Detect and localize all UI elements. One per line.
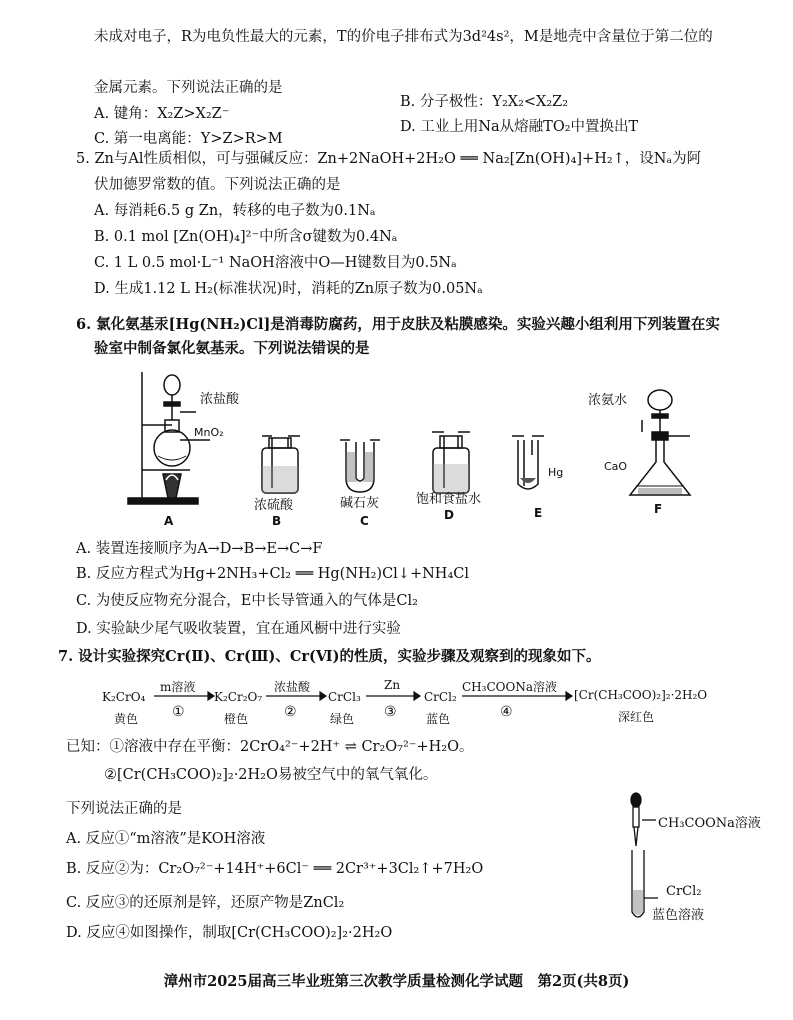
q7-option-c: C. 反应③的还原剂是锌，还原产物是ZnCl₂ [66, 895, 345, 911]
scheme-product: [Cr(CH₃COO)₂]₂·2H₂O [574, 688, 708, 702]
label-conc-ammonia: 浓氨水 [588, 393, 628, 408]
q4-stem-line2: 金属元素。下列说法正确的是 [94, 80, 283, 96]
label-tube-blue-solution: 蓝色溶液 [652, 908, 705, 923]
scheme-crcl3: CrCl₃ [328, 690, 361, 704]
label-cao: CaO [604, 460, 628, 473]
scheme-reagent-3: Zn [384, 678, 401, 692]
q7-known-1: 已知：①溶液中存在平衡：2CrO₄²⁻+2H⁺ ⇌ Cr₂O₇²⁻+H₂O。 [66, 739, 474, 755]
q5-option-a: A. 每消耗6.5 g Zn，转移的电子数为0.1Nₐ [94, 203, 376, 219]
q5-stem-line1: 5. Zn与Al性质相似，可与强碱反应：Zn+2NaOH+2H₂O ══ Na₂[Zn(OH)₄]+H₂↑，设Nₐ为阿 [76, 151, 702, 167]
label-saturated-brine: 饱和食盐水 [416, 492, 482, 507]
label-concentrated-hcl: 浓盐酸 [200, 392, 240, 407]
q6-stem-line1: 6. 氯化氨基汞[Hg(NH₂)Cl]是消毒防腐药，用于皮肤及粘膜感染。实验兴趣小组利用下列装置在实 [76, 316, 720, 333]
label-dropper-ch3coona: CH₃COONa溶液 [658, 816, 761, 831]
scheme-k2cro4-color: 黄色 [114, 712, 139, 726]
scheme-k2cr2o7-color: 橙色 [224, 712, 249, 726]
scheme-k2cr2o7: K₂Cr₂O₇ [214, 690, 263, 704]
page-footer: 漳州市2025届高三毕业班第三次教学质量检测化学试题 第2页(共8页) [163, 973, 630, 990]
caption-a: A [164, 514, 174, 528]
scheme-crcl2-color: 蓝色 [426, 712, 451, 726]
q6-option-a: A. 装置连接顺序为A→D→B→E→C→F [76, 541, 323, 557]
caption-f: F [654, 502, 663, 516]
q4-option-b: B. 分子极性：Y₂X₂<X₂Z₂ [400, 94, 569, 110]
scheme-step-1: ① [172, 704, 185, 720]
scheme-step-2: ② [284, 704, 297, 720]
q7-option-b: B. 反应②为：Cr₂O₇²⁻+14H⁺+6Cl⁻ ══ 2Cr³⁺+3Cl₂↑+7H₂O [66, 861, 484, 877]
q5-stem-line2: 伏加德罗常数的值。下列说法正确的是 [94, 177, 341, 193]
q6-option-d: D. 实验缺少尾气吸收装置，宜在通风橱中进行实验 [76, 621, 401, 637]
scheme-step-4: ④ [500, 704, 513, 720]
scheme-reagent-1: m溶液 [160, 680, 196, 694]
q4-option-a: A. 键角：X₂Z>X₂Z⁻ [94, 106, 230, 122]
caption-d: D [444, 508, 454, 522]
q7-option-a: A. 反应①“m溶液”是KOH溶液 [66, 831, 266, 847]
q5-option-b: B. 0.1 mol [Zn(OH)₄]²⁻中所含σ键数为0.4Nₐ [94, 229, 398, 245]
q4-option-d: D. 工业上用Na从熔融TO₂中置换出T [400, 119, 639, 135]
q4-option-c: C. 第一电离能：Y>Z>R>M [94, 131, 283, 147]
scheme-crcl3-color: 绿色 [330, 712, 355, 726]
q6-option-c: C. 为使反应物充分混合，E中长导管通入的气体是Cl₂ [76, 593, 418, 609]
caption-e: E [534, 506, 543, 520]
q5-option-d: D. 生成1.12 L H₂(标准状况)时，消耗的Zn原子数为0.05Nₐ [94, 281, 483, 297]
scheme-product-color: 深红色 [618, 710, 655, 724]
q5-option-c: C. 1 L 0.5 mol·L⁻¹ NaOH溶液中O—H键数目为0.5Nₐ [94, 255, 457, 271]
scheme-k2cro4: K₂CrO₄ [102, 690, 146, 704]
scheme-crcl2: CrCl₂ [424, 690, 457, 704]
scheme-step-3: ③ [384, 704, 397, 720]
q7-option-d: D. 反应④如图操作，制取[Cr(CH₃COO)₂]₂·2H₂O [66, 925, 393, 941]
caption-c: C [360, 514, 369, 528]
q4-stem-line1: 未成对电子，R为电负性最大的元素，T的价电子排布式为3d²4s²，M是地壳中含量位于第二位的 [94, 29, 713, 45]
q7-known-2: ②[Cr(CH₃COO)₂]₂·2H₂O易被空气中的氧气氧化。 [104, 767, 438, 783]
label-mno2: MnO₂ [194, 426, 224, 439]
q7-ask: 下列说法正确的是 [66, 801, 182, 817]
q6-option-b: B. 反应方程式为Hg+2NH₃+Cl₂ ══ Hg(NH₂)Cl↓+NH₄Cl [76, 566, 469, 582]
caption-b: B [272, 514, 282, 528]
scheme-reagent-4: CH₃COONa溶液 [462, 680, 557, 694]
label-conc-sulfuric-acid: 浓硫酸 [254, 498, 294, 513]
label-soda-lime: 碱石灰 [340, 496, 380, 511]
label-hg: Hg [548, 466, 564, 479]
q7-stem: 7. 设计实验探究Cr(Ⅱ)、Cr(Ⅲ)、Cr(Ⅵ)的性质，实验步骤及观察到的现象如下。 [58, 648, 601, 665]
q6-stem-line2: 验室中制备氯化氨基汞。下列说法错误的是 [94, 340, 370, 357]
label-tube-crcl2: CrCl₂ [666, 884, 702, 899]
scheme-reagent-2: 浓盐酸 [274, 680, 311, 694]
